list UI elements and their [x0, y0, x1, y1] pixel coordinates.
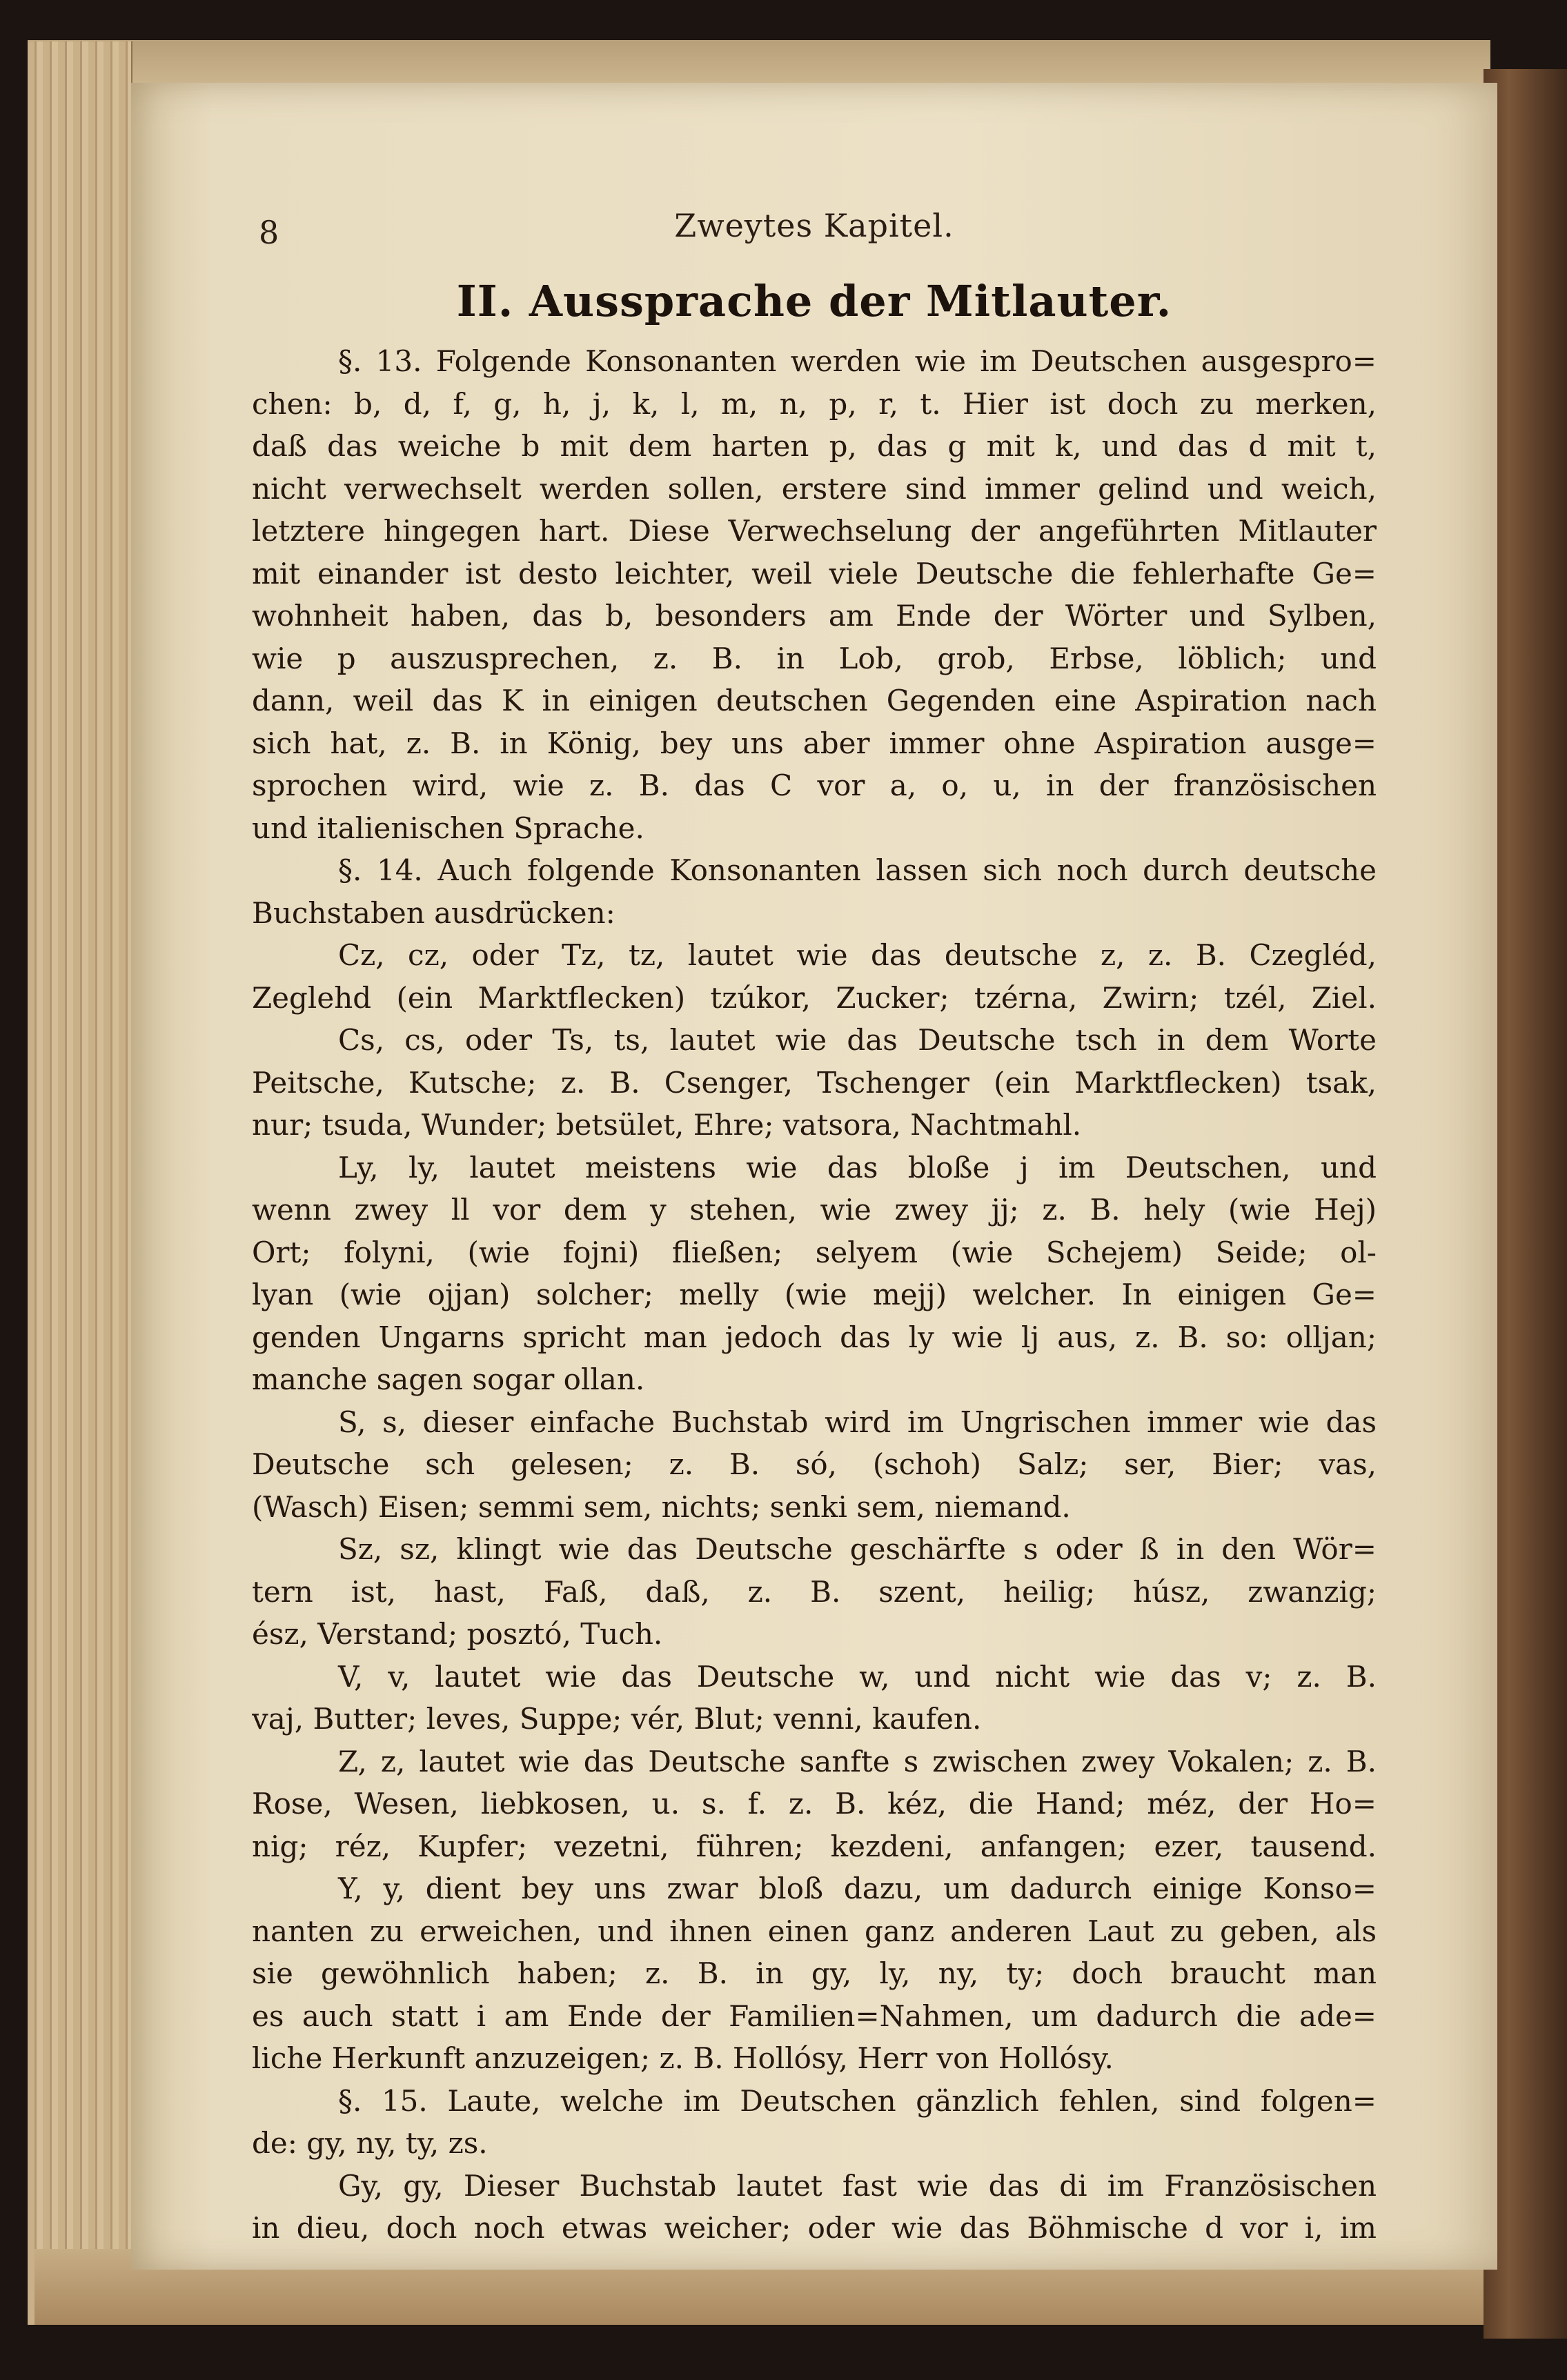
- text-line: de: gy, ny, ty, zs.: [252, 2126, 488, 2160]
- text-line: Cz, cz, oder Tz, tz, lautet wie das deutsche z, z. B. Czegléd,: [338, 938, 1377, 972]
- text-line: Sz, sz, klingt wie das Deutsche geschärfte s oder ß in den Wör=: [338, 1532, 1377, 1566]
- text-line: (Wasch) Eisen; semmi sem, nichts; senki sem, niemand.: [252, 1489, 1071, 1524]
- text-line: chen: b, d, f, g, h, j, k, l, m, n, p, r, t. Hier ist doch zu merken,: [252, 386, 1377, 421]
- text-line: V, v, lautet wie das Deutsche w, und nicht wie das v; z. B.: [338, 1659, 1377, 1694]
- text-line: dann, weil das K in einigen deutschen Gegenden eine Aspiration nach: [252, 684, 1377, 717]
- page-number: 8: [259, 214, 279, 251]
- text-line: Peitsche, Kutsche; z. B. Csenger, Tschenger (ein Marktflecken) tsak,: [252, 1065, 1377, 1100]
- text-line: nig; réz, Kupfer; vezetni, führen; kezdeni, anfangen; ezer, tausend.: [252, 1829, 1377, 1863]
- text-line: in dieu, doch noch etwas weicher; oder wie das Böhmische d vor i, im: [252, 2211, 1377, 2245]
- text-line: manche sagen sogar ollan.: [252, 1362, 645, 1396]
- book-page-edges: [28, 41, 132, 2325]
- text-line: Deutsche sch gelesen; z. B. só, (schoh) Salz; ser, Bier; vas,: [252, 1447, 1377, 1481]
- text-line: Y, y, dient bey uns zwar bloß dazu, um dadurch einige Konso=: [338, 1872, 1377, 1905]
- text-line: nicht verwechselt werden sollen, erstere sind immer gelind und weich,: [252, 471, 1377, 506]
- text-line: Ort; folyni, (wie fojni) fließen; selyem (wie Schejem) Seide; ol-: [252, 1235, 1377, 1269]
- text-line: Z, z, lautet wie das Deutsche sanfte s zwischen zwey Vokalen; z. B.: [338, 1744, 1377, 1778]
- book-page: [131, 83, 1497, 2270]
- text-line: sprochen wird, wie z. B. das C vor a, o, u, in der französischen: [252, 768, 1377, 802]
- page-header: [252, 200, 1377, 262]
- text-line: nanten zu erweichen, und ihnen einen ganz anderen Laut zu geben, als: [252, 1914, 1377, 1948]
- text-line: §. 14. Auch folgende Konsonanten lassen sich noch durch deutsche: [338, 853, 1377, 887]
- text-line: daß das weiche b mit dem harten p, das g mit k, und das d mit t,: [252, 429, 1377, 463]
- text-line: sie gewöhnlich haben; z. B. in gy, ly, ny, ty; doch braucht man: [252, 1956, 1377, 1990]
- body-text: [252, 340, 1377, 2250]
- text-line: tern ist, hast, Faß, daß, z. B. szent, heilig; húsz, zwanzig;: [252, 1574, 1377, 1609]
- text-line: mit einander ist desto leichter, weil viele Deutsche die fehlerhafte Ge=: [252, 556, 1377, 591]
- text-line: Gy, gy, Dieser Buchstab lautet fast wie das di im Französischen: [338, 2168, 1377, 2203]
- text-line: vaj, Butter; leves, Suppe; vér, Blut; venni, kaufen.: [252, 1702, 982, 1736]
- text-line: es auch statt i am Ende der Familien=Nahmen, um dadurch die ade=: [252, 1999, 1377, 2033]
- text-line: wie p auszusprechen, z. B. in Lob, grob, Erbse, löblich; und: [252, 641, 1377, 675]
- section-title: II. Aussprache der Mitlauter.: [456, 276, 1172, 326]
- text-line: ész, Verstand; posztó, Tuch.: [252, 1617, 663, 1651]
- text-line: §. 13. Folgende Konsonanten werden wie im Deutschen ausgespro=: [338, 344, 1377, 378]
- text-line: und italienischen Sprache.: [252, 811, 644, 845]
- text-line: Zeglehd (ein Marktflecken) tzúkor, Zucker; tzérna, Zwirn; tzél, Ziel.: [252, 980, 1377, 1015]
- text-line: lyan (wie ojjan) solcher; melly (wie mejj) welcher. In einigen Ge=: [252, 1278, 1377, 1311]
- running-head: Zweytes Kapitel.: [674, 207, 954, 244]
- text-line: wenn zwey ll vor dem y stehen, wie zwey jj; z. B. hely (wie Hej): [252, 1193, 1377, 1227]
- text-line: liche Herkunft anzuzeigen; z. B. Hollósy, Herr von Hollósy.: [252, 2041, 1114, 2075]
- text-line: genden Ungarns spricht man jedoch das ly wie lj aus, z. B. so: olljan;: [252, 1320, 1377, 1354]
- text-line: Buchstaben ausdrücken:: [252, 895, 615, 930]
- text-line: §. 15. Laute, welche im Deutschen gänzlich fehlen, sind folgen=: [338, 2083, 1377, 2118]
- page-content: [252, 200, 1377, 2250]
- text-line: letztere hingegen hart. Diese Verwechselung der angeführten Mitlauter: [252, 514, 1377, 548]
- text-line: nur; tsuda, Wunder; betsület, Ehre; vatsora, Nachtmahl.: [252, 1108, 1082, 1142]
- text-line: Rose, Wesen, liebkosen, u. s. f. z. B. kéz, die Hand; méz, der Ho=: [252, 1787, 1377, 1821]
- text-line: S, s, dieser einfache Buchstab wird im Ungrischen immer wie das: [338, 1405, 1377, 1439]
- text-line: Ly, ly, lautet meistens wie das bloße j im Deutschen, und: [338, 1150, 1377, 1184]
- text-line: Cs, cs, oder Ts, ts, lautet wie das Deutsche tsch in dem Worte: [338, 1023, 1377, 1057]
- text-line: wohnheit haben, das b, besonders am Ende der Wörter und Sylben,: [252, 599, 1377, 633]
- text-line: sich hat, z. B. in König, bey uns aber immer ohne Aspiration ausge=: [252, 726, 1377, 760]
